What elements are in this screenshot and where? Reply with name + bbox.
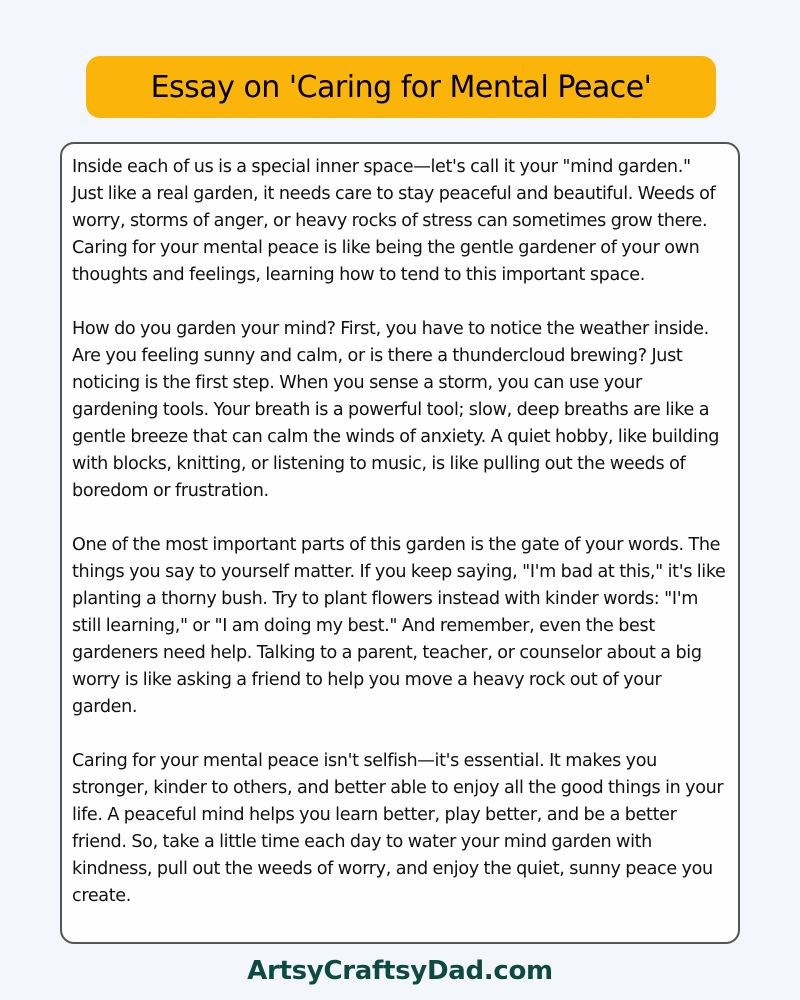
essay-paragraph-3: One of the most important parts of this garden is the gate of your words. The things you say to yourself matter. If you keep saying, "I'm bad at this," it's like planting a thorny bush. Try to plant flowers instead with kinder words: "I'm still learning," or "I am doing my best." And remember, even the best gardeners need help. Talking to a parent, teacher, or counselor about a big worry is like asking a friend to help you move a heavy rock out of your garden. [72,535,726,717]
page-title: Essay on 'Caring for Mental Peace' [150,69,652,105]
footer-site-name: ArtsyCraftsyDad.com [247,956,553,986]
essay-paragraph-2: How do you garden your mind? First, you have to notice the weather inside. Are you feeling sunny and calm, or is there a thundercloud brewing? Just noticing is the first step. When you sense a storm, you can use your gardening tools. Your breath is a powerful tool; slow, deep breaths are like a gentle breeze that can calm the winds of anxiety. A quiet hobby, like building with blocks, knitting, or listening to music, is like pulling out the weeds of boredom or frustration. [72,319,720,501]
essay-paragraph-4: Caring for your mental peace isn't selfish—it's essential. It makes you stronger, kinder to others, and better able to enjoy all the good things in your life. A peaceful mind helps you learn better, play better, and be a better friend. So, take a little time each day to water your mind garden with kindness, pull out the weeds of worry, and enjoy the quiet, sunny peace you create. [72,751,724,906]
essay-container [60,142,740,944]
essay-paragraph-1: Inside each of us is a special inner space—let's call it your "mind garden." Just like a real garden, it needs care to stay peaceful and beautiful. Weeds of worry, storms of anger, or heavy rocks of stress can sometimes grow there. Caring for your mental peace is like being the gentle gardener of your own thoughts and feelings, learning how to tend to this important space. [72,157,716,285]
title-banner [86,56,716,118]
